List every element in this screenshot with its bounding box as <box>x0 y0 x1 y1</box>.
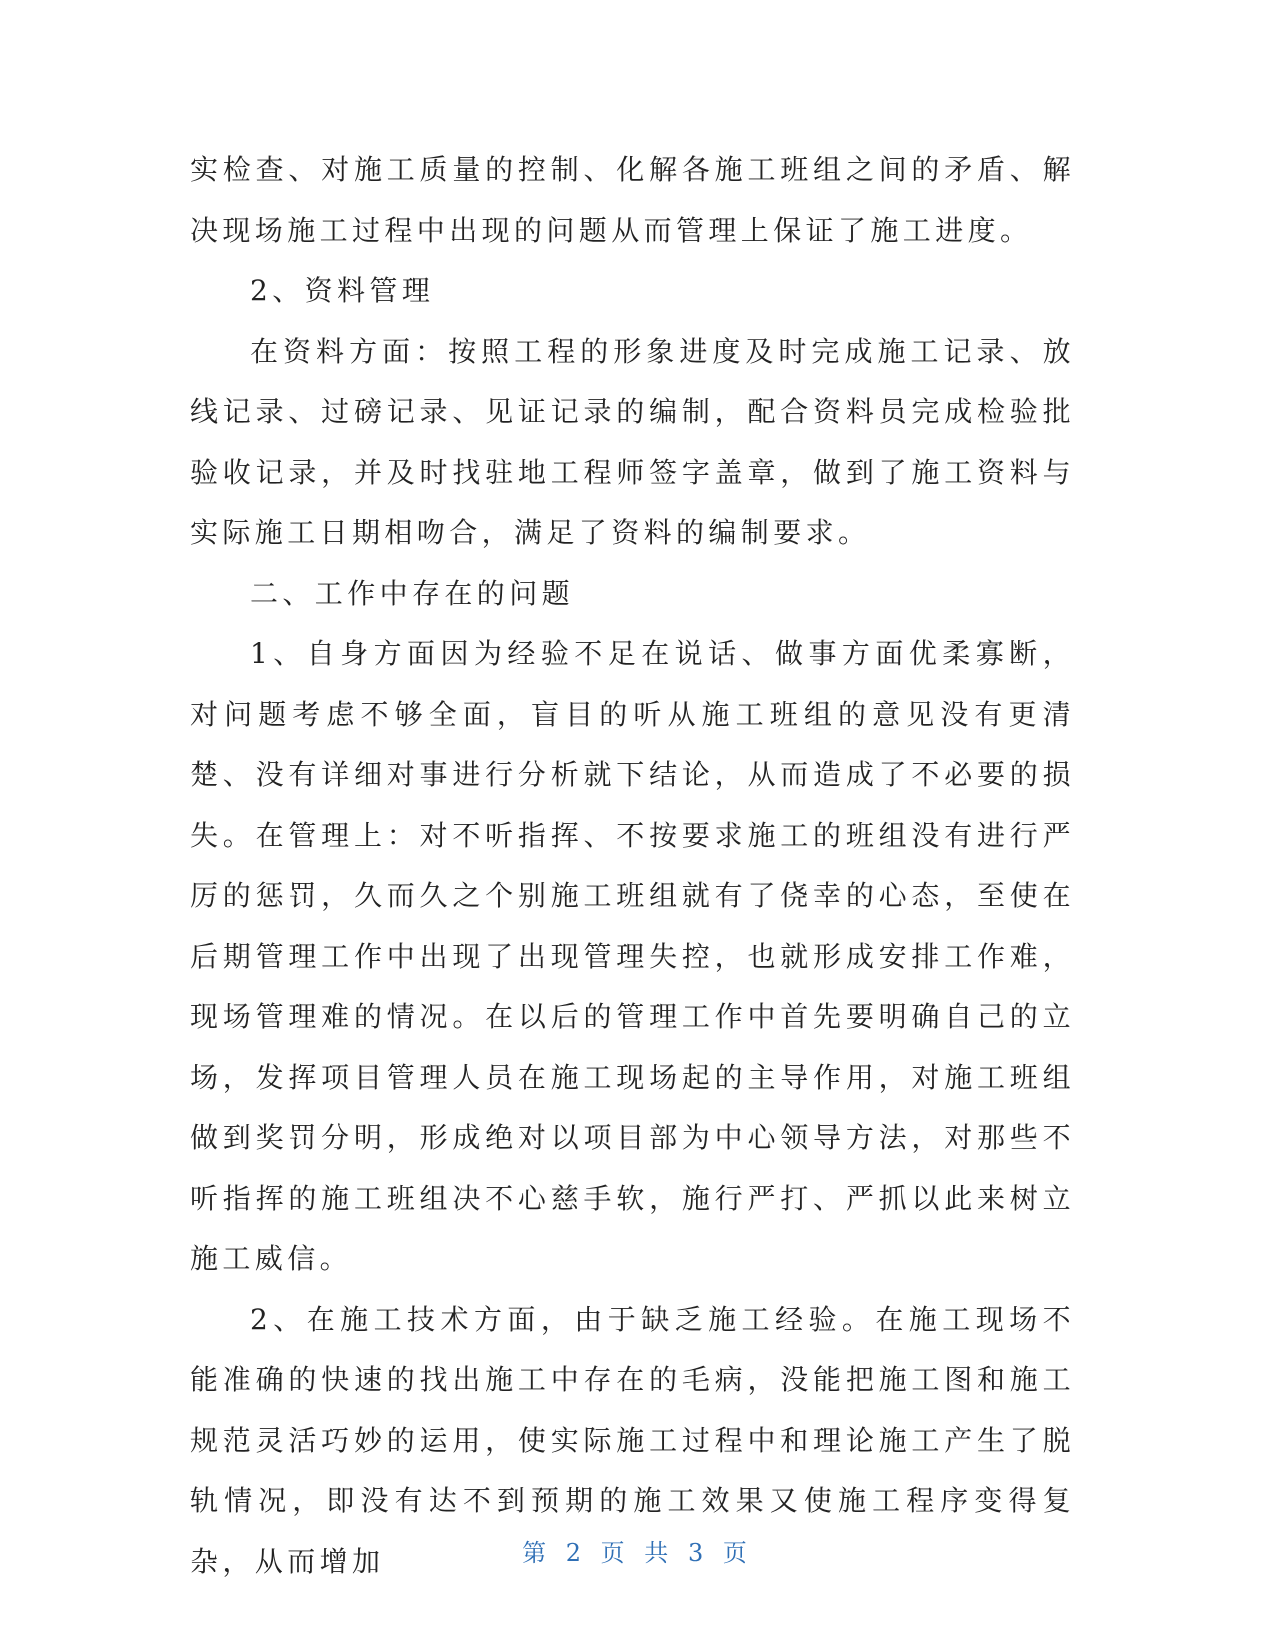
paragraph-continuation: 实检查、对施工质量的控制、化解各施工班组之间的矛盾、解决现场施工过程中出现的问题从而管理上保证了施工进度。 <box>190 153 1075 247</box>
paragraph-material-details: 在资料方面：按照工程的形象进度及时完成施工记录、放线记录、过磅记录、见证记录的编制，配合资料员完成检验批验收记录，并及时找驻地工程师签字盖章，做到了施工资料与实际施工日期相吻合，满足了资料的编制要求。 <box>190 334 1075 549</box>
paragraph-problem-1: 1、自身方面因为经验不足在说话、做事方面优柔寡断，对问题考虑不够全面，盲目的听从施工班组的意见没有更清楚、没有详细对事进行分析就下结论，从而造成了不必要的损失。在管理上：对不听指挥、不按要求施工的班组没有进行严厉的惩罚，久而久之个别施工班组就有了侥幸的心态，至使在后期管理工作中出现了出现管理失控，也就形成安排工作难，现场管理难的情况。在以后的管理工作中首先要明确自己的立场，发挥项目管理人员在施工现场起的主导作用，对施工班组做到奖罚分明，形成绝对以项目部为中心领导方法，对那些不听指挥的施工班组决不心慈手软，施行严打、严抓以此来树立施工威信。 <box>190 637 1075 1275</box>
page-number-footer: 第 2 页 共 3 页 <box>522 1539 753 1567</box>
document-body <box>190 140 1075 1592</box>
paragraph-problem-2: 2、在施工技术方面，由于缺乏施工经验。在施工现场不能准确的快速的找出施工中存在的毛病，没能把施工图和施工规范灵活巧妙的运用，使实际施工过程中和理论施工产生了脱轨情况，即没有达不到预期的施工效果又使施工程序变得复杂，从而增加 <box>190 1302 1075 1578</box>
heading-material-management: 2、资料管理 <box>250 274 435 307</box>
heading-work-problems: 二、工作中存在的问题 <box>250 576 575 610</box>
